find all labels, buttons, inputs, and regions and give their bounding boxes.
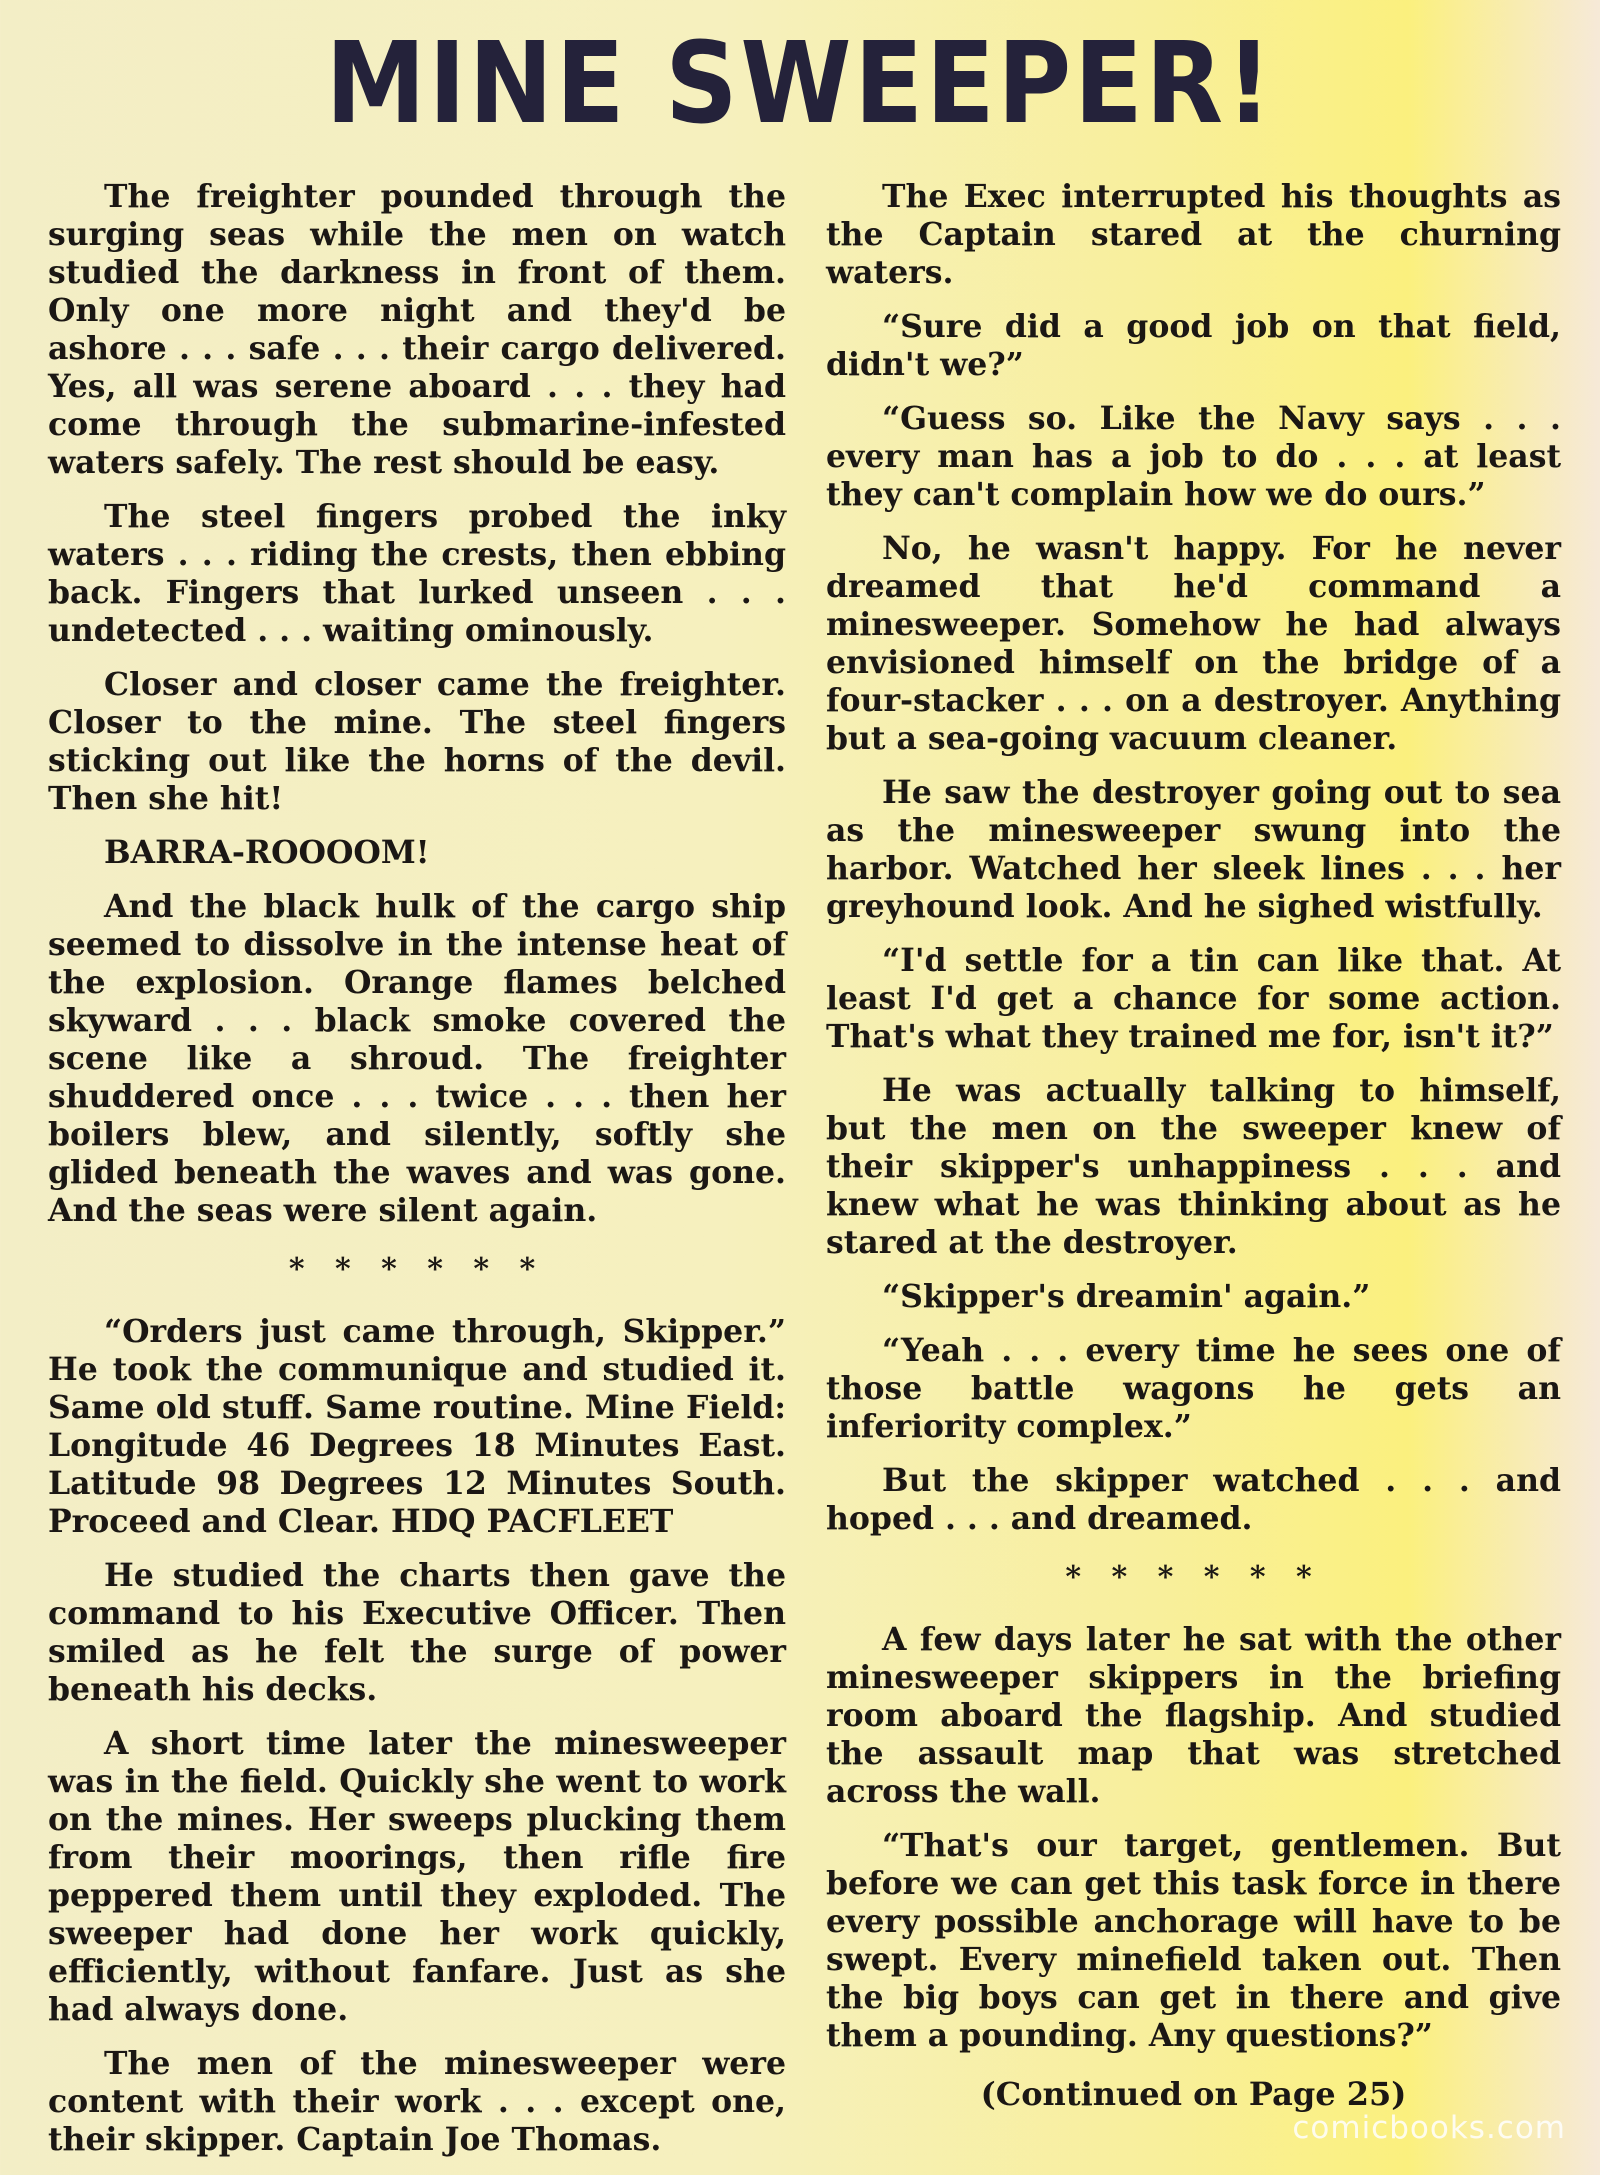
paragraph: Closer and closer came the freighter. Closer to the mine. The steel fingers sticking out like the horns of the devil. Then she hit!: [48, 666, 786, 817]
paragraph: “Guess so. Like the Navy says . . . every man has a job to do . . . at least they can't complain how we do ours.”: [826, 400, 1561, 513]
paragraph: The Exec interrupted his thoughts as the Captain stared at the churning waters.: [826, 178, 1561, 291]
paragraph: But the skipper watched . . . and hoped . . . and dreamed.: [826, 1462, 1561, 1537]
paragraph: “Sure did a good job on that field, didn't we?”: [826, 308, 1561, 383]
continued-note: (Continued on Page 25): [980, 2075, 1407, 2113]
paragraph: “Yeah . . . every time he sees one of those battle wagons he gets an inferiority complex.”: [826, 1332, 1561, 1445]
paragraph: “Skipper's dreamin' again.”: [882, 1278, 1371, 1315]
story-title: MINE SWEEPER!: [325, 19, 1275, 149]
watermark: comicbooks.com: [1292, 2110, 1566, 2146]
paragraph: No, he wasn't happy. For he never dreamed that he'd command a minesweeper. Somehow he had always envisioned himself on the bridge of a four-stacker . . . on a destroyer. Anything but a sea-going vacuum cleaner.: [826, 530, 1561, 757]
paragraph: A few days later he sat with the other minesweeper skippers in the briefing room aboard the flagship. And studied the assault map that was stretched across the wall.: [826, 1621, 1561, 1810]
paragraph: The men of the minesweeper were content with their work . . . except one, their skipper. Captain Joe Thomas.: [48, 2045, 786, 2158]
paragraph: He studied the charts then gave the command to his Executive Officer. Then smiled as he felt the surge of power beneath his decks.: [48, 1557, 786, 1708]
right-column: [826, 178, 1561, 2113]
paragraph: A short time later the minesweeper was in the field. Quickly she went to work on the mines. Her sweeps plucking them from their moorings, then rifle fire peppered them until they exploded. The sweeper had done her work quickly, efficiently, without fanfare. Just as she had always done.: [48, 1725, 786, 2028]
paragraph: “Orders just came through, Skipper.” He took the communique and studied it. Same old stuff. Same routine. Mine Field: Longitude 46 Degrees 18 Minutes East. Latitude 98 Degrees 12 Minutes South. Proceed and Clear. HDQ PACFLEET: [48, 1313, 786, 1540]
section-divider: * * * * * *: [288, 1252, 546, 1287]
paragraph: The freighter pounded through the surging seas while the men on watch studied the darkness in front of them. Only one more night and they'd be ashore . . . safe . . . their cargo delivered. Yes, all was serene aboard . . . they had come through the submarine-infested waters safely. The rest should be easy.: [48, 178, 786, 481]
paragraph: BARRA-ROOOOM!: [104, 834, 430, 871]
paragraph: The steel fingers probed the inky waters . . . riding the crests, then ebbing back. Fingers that lurked unseen . . . undetected . . . waiting ominously.: [48, 498, 786, 649]
paragraph: “I'd settle for a tin can like that. At least I'd get a chance for some action. That's what they trained me for, isn't it?”: [826, 942, 1561, 1055]
paragraph: And the black hulk of the cargo ship seemed to dissolve in the intense heat of the explosion. Orange flames belched skyward . . . black smoke covered the scene like a shroud. The freighter shuddered once . . . twice . . . then her boilers blew, and silently, softly she glided beneath the waves and was gone. And the seas were silent again.: [48, 888, 786, 1229]
paragraph: “That's our target, gentlemen. But before we can get this task force in there every possible anchorage will have to be swept. Every minefield taken out. Then the big boys can get in there and give them a pounding. Any questions?”: [826, 1827, 1561, 2054]
paragraph: He was actually talking to himself, but the men on the sweeper knew of their skipper's unhappiness . . . and knew what he was thinking about as he stared at the destroyer.: [826, 1072, 1561, 1261]
section-divider: * * * * * *: [1065, 1560, 1322, 1595]
left-column: [48, 178, 786, 2175]
paragraph: He saw the destroyer going out to sea as the minesweeper swung into the harbor. Watched her sleek lines . . . her greyhound look. And he sighed wistfully.: [826, 774, 1561, 925]
